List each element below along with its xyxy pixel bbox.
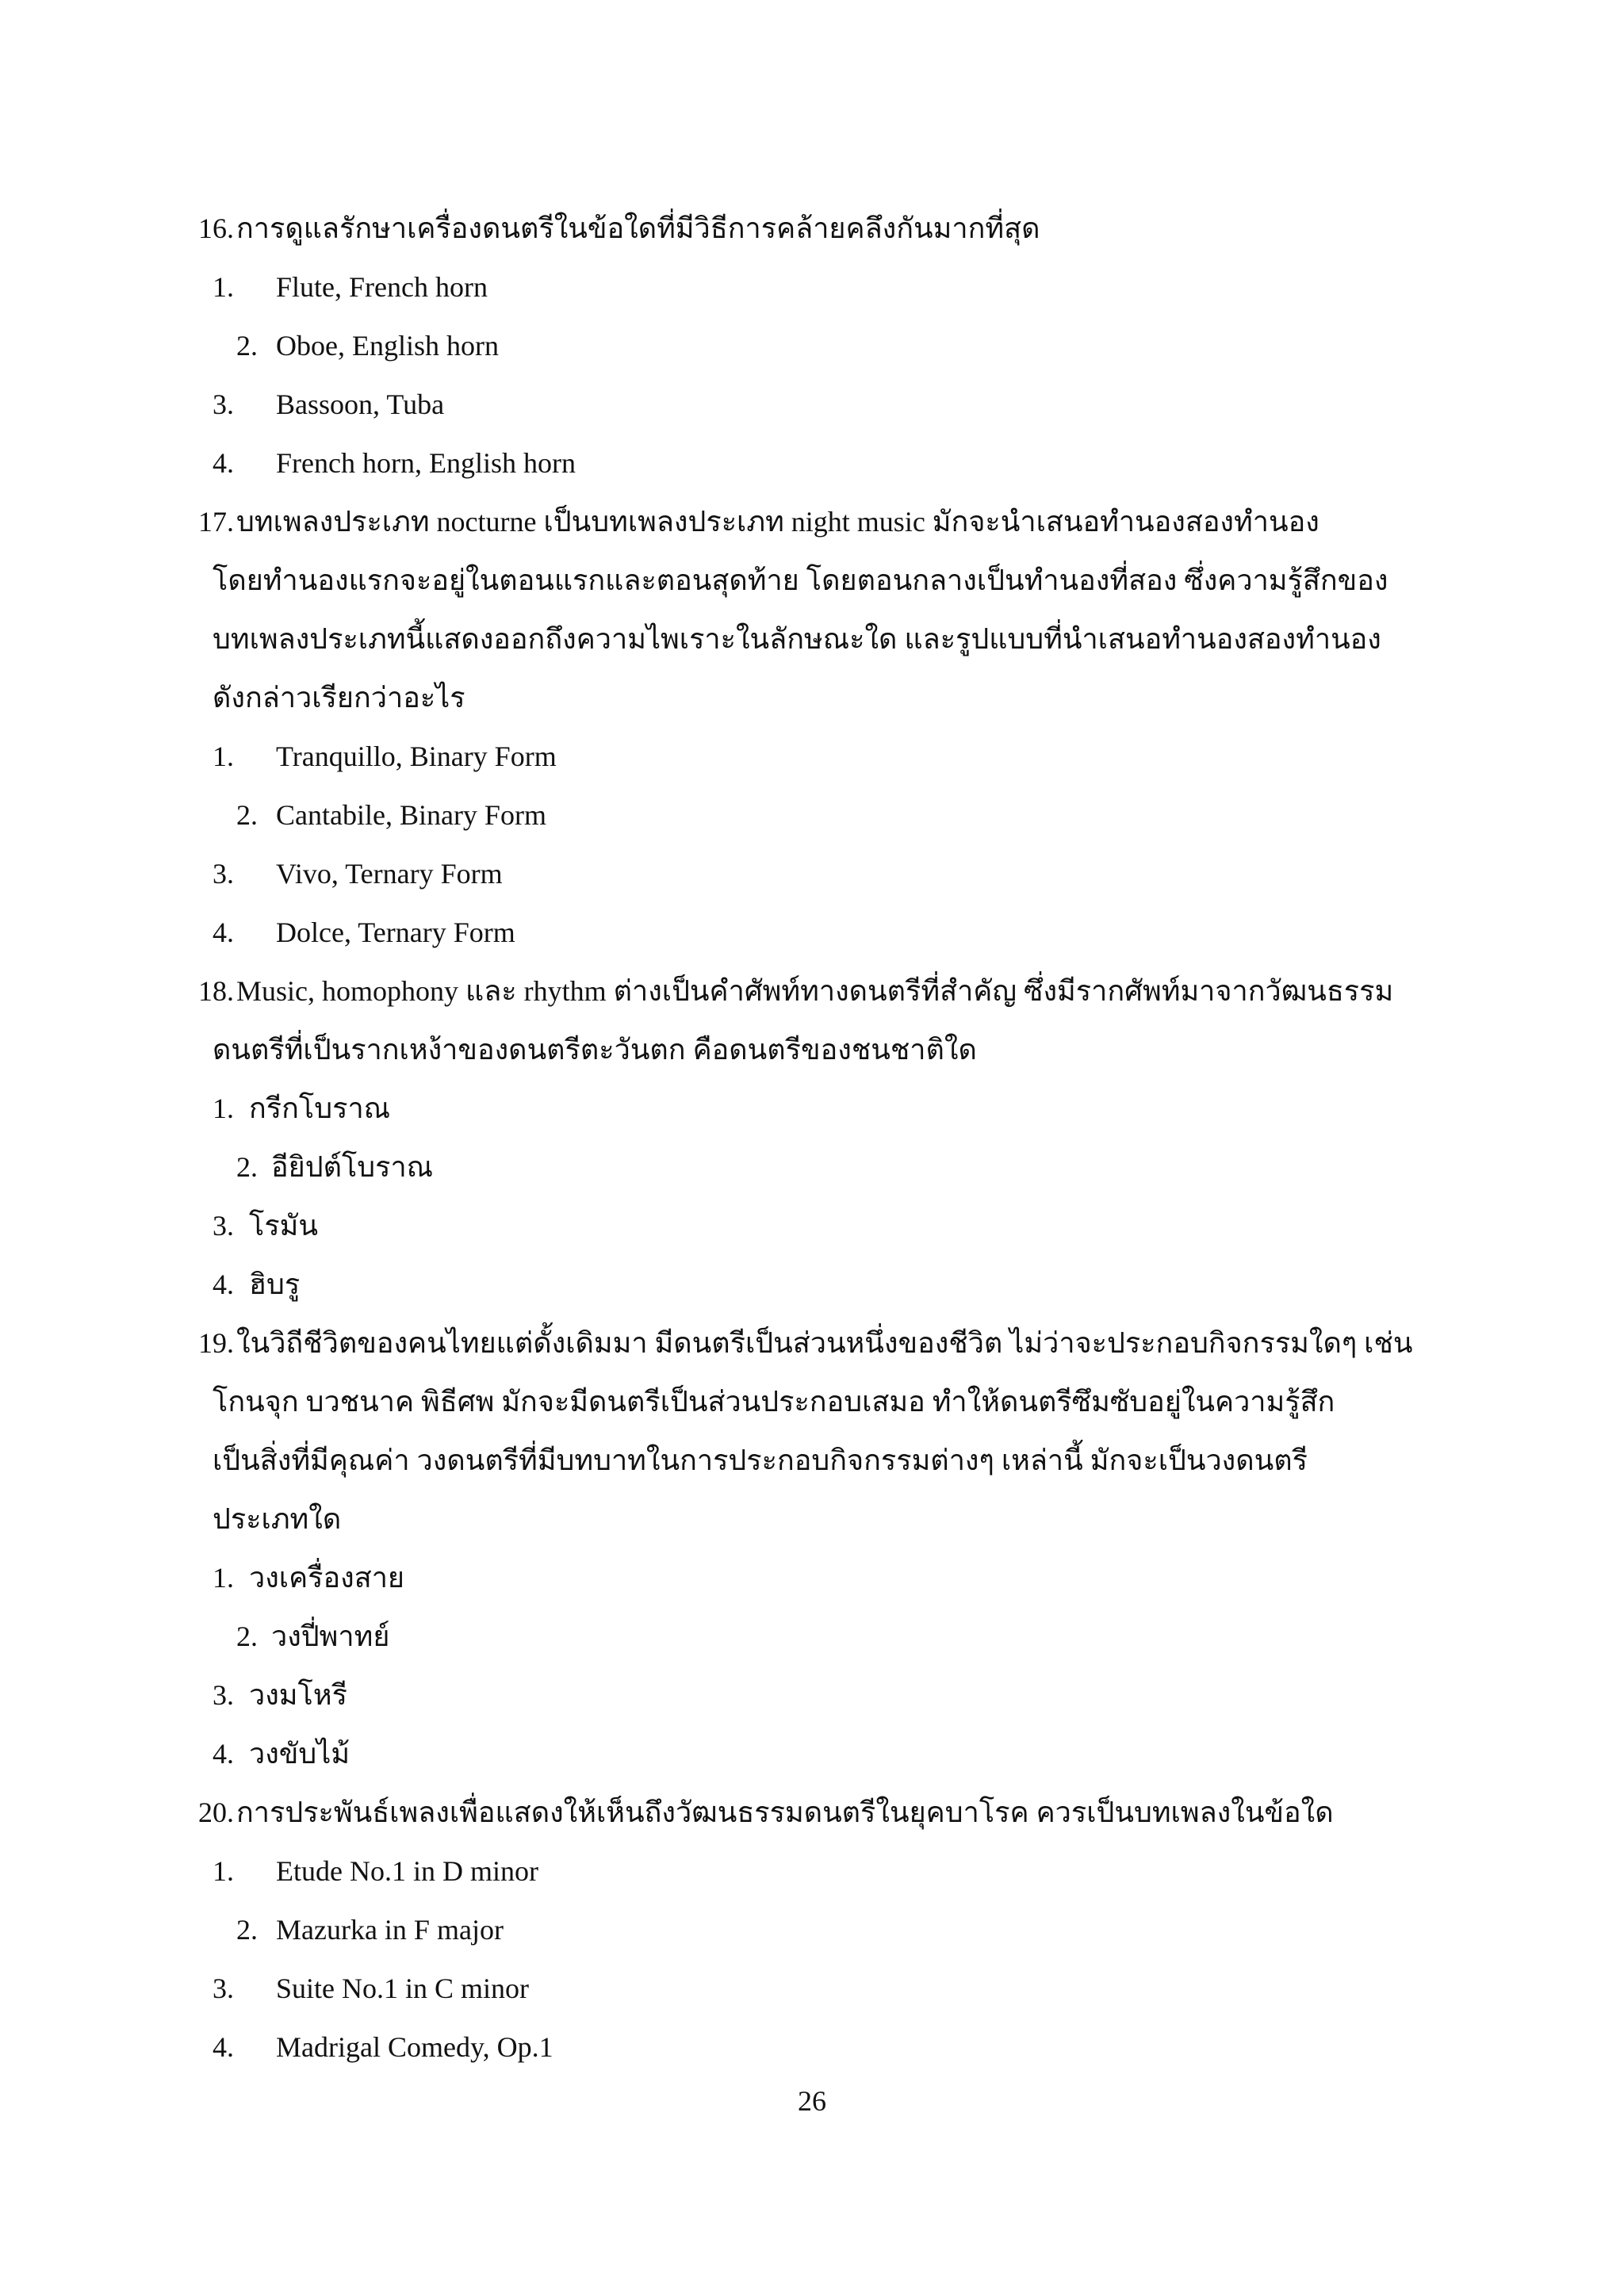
option-number: 4. [213, 1269, 234, 1300]
option-number: 1. [213, 1562, 234, 1594]
question-number: 18. [198, 975, 234, 1007]
option-number: 3. [213, 858, 234, 890]
option-text: Oboe, English horn [276, 330, 499, 362]
option-number: 3. [213, 1679, 234, 1711]
option-text: วงปี่พาทย์ [271, 1621, 390, 1652]
question-number: 19. [198, 1327, 234, 1359]
option-text: อียิปต์โบราณ [271, 1151, 434, 1183]
question-19-line-3: เป็นสิ่งที่มีคุณค่า วงดนตรีที่มีบทบาทในการประกอบกิจกรรมต่างๆ เหล่านี้ มักจะเป็นวงดนตรี [213, 1445, 1308, 1476]
option-text: Etude No.1 in D minor [276, 1855, 538, 1887]
question-text: การประพันธ์เพลงเพื่อแสดงให้เห็นถึงวัฒนธรรมดนตรีในยุคบาโรค ควรเป็นบทเพลงในข้อใด [236, 1797, 1334, 1828]
option-text: โรมัน [249, 1210, 319, 1242]
option-text: วงเครื่องสาย [249, 1562, 404, 1594]
option-number: 2. [236, 330, 258, 362]
question-17-line-3: บทเพลงประเภทนี้แสดงออกถึงความไพเราะในลักษณะใด และรูปแบบที่นำเสนอทำนองสองทำนอง [213, 623, 1381, 655]
option-number: 1. [213, 1855, 234, 1887]
option-number: 1. [213, 740, 234, 772]
question-17-line-2: โดยทำนองแรกจะอยู่ในตอนแรกและตอนสุดท้าย โดยตอนกลางเป็นทำนองที่สอง ซึ่งความรู้สึกของ [213, 564, 1388, 596]
option-number: 2. [236, 1914, 258, 1946]
option-number: 3. [213, 388, 234, 420]
option-number: 2. [236, 1621, 258, 1652]
option-text: Bassoon, Tuba [276, 388, 445, 420]
option-text: Dolce, Ternary Form [276, 916, 515, 948]
option-text: Madrigal Comedy, Op.1 [276, 2031, 553, 2063]
option-number: 1. [213, 271, 234, 303]
option-text: วงขับไม้ [249, 1738, 350, 1770]
option-number: 2. [236, 799, 258, 831]
question-number: 20. [198, 1797, 234, 1828]
question-number: 17. [198, 506, 234, 538]
option-number: 2. [236, 1151, 258, 1183]
option-number: 4. [213, 916, 234, 948]
option-number: 3. [213, 1973, 234, 2004]
question-text: การดูแลรักษาเครื่องดนตรีในข้อใดที่มีวิธีการคล้ายคลึงกันมากที่สุด [236, 212, 1040, 244]
option-text: Mazurka in F major [276, 1914, 504, 1946]
option-text: Flute, French horn [276, 271, 488, 303]
option-text: Tranquillo, Binary Form [276, 740, 557, 772]
option-text: ฮิบรู [249, 1269, 301, 1300]
question-19-line-4: ประเภทใด [213, 1503, 342, 1535]
option-number: 4. [213, 1738, 234, 1770]
option-number: 4. [213, 2031, 234, 2063]
option-text: Cantabile, Binary Form [276, 799, 546, 831]
option-text: วงมโหรี [249, 1679, 347, 1711]
question-text: Music, homophony และ rhythm ต่างเป็นคำศัพท์ทางดนตรีที่สำคัญ ซึ่งมีรากศัพท์มาจากวัฒนธรรม [236, 975, 1394, 1007]
option-text: Suite No.1 in C minor [276, 1973, 530, 2004]
question-18-line-2: ดนตรีที่เป็นรากเหง้าของดนตรีตะวันตก คือดนตรีของชนชาติใด [213, 1034, 977, 1066]
question-text: บทเพลงประเภท nocturne เป็นบทเพลงประเภท night music มักจะนำเสนอทำนองสองทำนอง [236, 506, 1320, 538]
question-number: 16. [198, 212, 234, 244]
question-text: ในวิถีชีวิตของคนไทยแต่ดั้งเดิมมา มีดนตรีเป็นส่วนหนึ่งของชีวิต ไม่ว่าจะประกอบกิจกรรมใดๆ เช่น [236, 1327, 1413, 1359]
option-text: Vivo, Ternary Form [276, 858, 503, 890]
option-number: 3. [213, 1210, 234, 1242]
option-text: French horn, English horn [276, 447, 576, 479]
option-number: 4. [213, 447, 234, 479]
question-17-line-4: ดังกล่าวเรียกว่าอะไร [213, 682, 465, 714]
question-19-line-2: โกนจุก บวชนาค พิธีศพ มักจะมีดนตรีเป็นส่วนประกอบเสมอ ทำให้ดนตรีซึมซับอยู่ในความรู้สึก [213, 1386, 1335, 1418]
page-number: 26 [798, 2085, 826, 2117]
option-text: กรีกโบราณ [249, 1093, 391, 1124]
option-number: 1. [213, 1093, 234, 1124]
